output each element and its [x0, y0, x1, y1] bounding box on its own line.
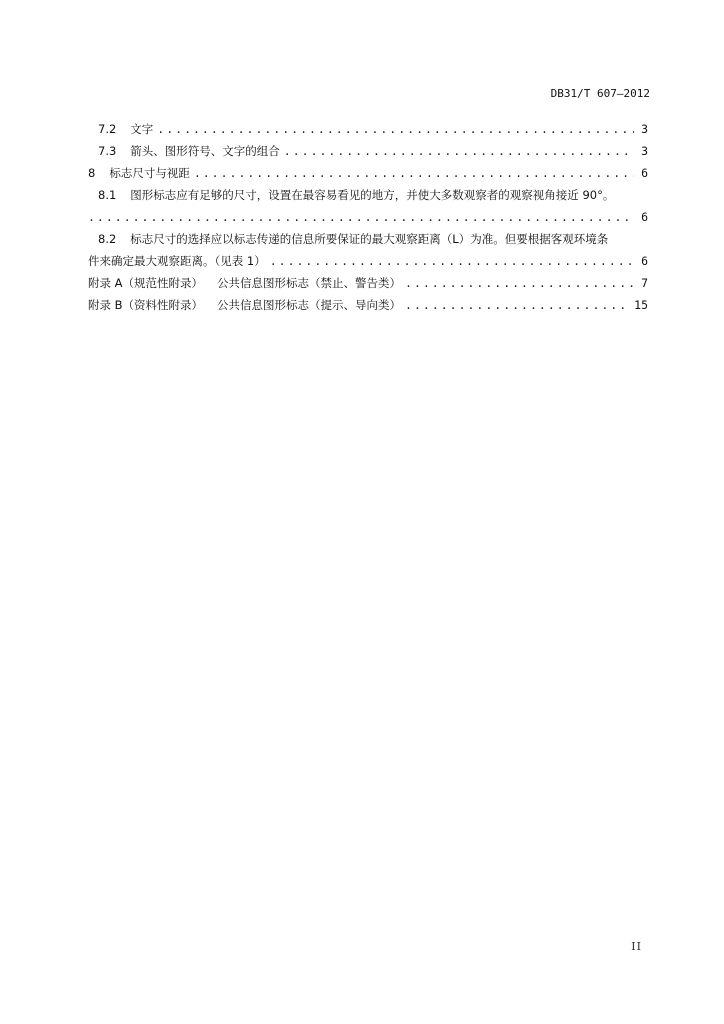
dot-leader: [284, 140, 634, 162]
dot-leader: [157, 118, 634, 140]
dot-leader: [405, 294, 630, 316]
toc-entry-7-3[interactable]: [88, 140, 648, 162]
toc-entry-label: 附录 A（规范性附录） 公共信息图形标志（禁止、警告类）: [88, 276, 402, 290]
toc-entry-8[interactable]: [88, 162, 648, 184]
toc-page-number: 3: [641, 122, 648, 136]
toc-entry-label: 附录 B（资料性附录） 公共信息图形标志（提示、导向类）: [88, 298, 402, 312]
toc-entry-8-1-title[interactable]: [88, 184, 648, 206]
toc-entry-number: 8.1: [98, 188, 117, 202]
toc-entry-title: 标志尺寸的选择应以标志传递的信息所要保证的最大观察距离（L）为准。但要根据客观环境条: [130, 232, 609, 246]
toc-page-number: 7: [641, 276, 648, 290]
toc-page-number: 6: [641, 254, 648, 268]
toc-entry-appendix-b[interactable]: [88, 294, 648, 316]
toc-entry-7-2[interactable]: [88, 118, 648, 140]
dot-leader: [270, 250, 634, 272]
toc-entry-label: 7.2 文字: [98, 122, 154, 136]
toc-entry-number: 8.2: [98, 232, 117, 246]
toc-entry-8-1-leader-line[interactable]: [88, 206, 648, 228]
toc-page-number: 6: [641, 210, 648, 224]
toc-entry-label: 8 标志尺寸与视距: [88, 166, 190, 180]
toc-entry-8-2-leader-line[interactable]: [88, 250, 648, 272]
toc-entry-label: 件来确定最大观察距离。（见表 1）: [88, 254, 266, 268]
dot-leader: [88, 206, 634, 228]
toc-entry-title: 图形标志应有足够的尺寸，设置在最容易看见的地方，并使大多数观察者的观察视角接近 90°。: [130, 188, 615, 202]
dot-leader: [194, 162, 634, 184]
toc-entry-8-2-title[interactable]: [88, 228, 648, 250]
toc-page-number: 6: [641, 166, 648, 180]
page-number: II: [631, 940, 642, 953]
toc-entry-appendix-a[interactable]: [88, 272, 648, 294]
dot-leader: [405, 272, 634, 294]
toc-entry-label: 7.3 箭头、图形符号、文字的组合: [98, 144, 280, 158]
toc-page-number: 3: [641, 144, 648, 158]
toc-page-number: 15: [634, 298, 648, 312]
table-of-contents: [88, 118, 648, 316]
document-id: DB31/T 607—2012: [550, 87, 650, 100]
